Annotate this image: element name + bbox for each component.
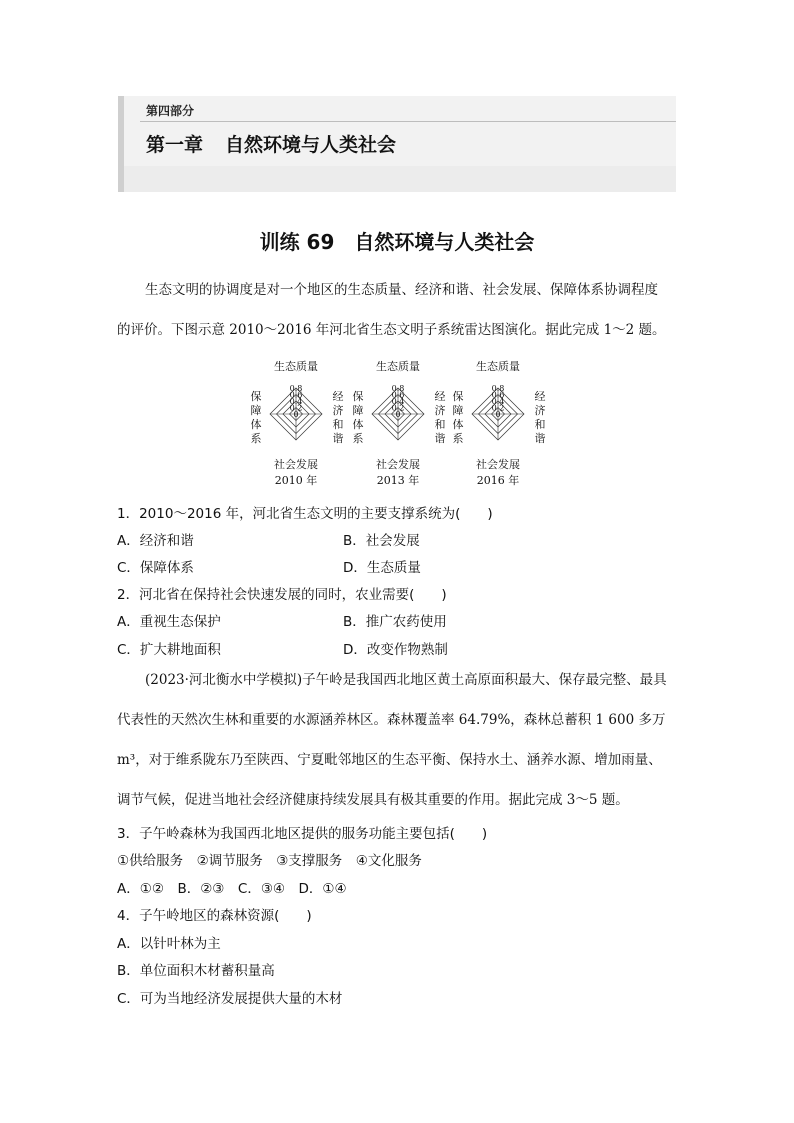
radar-1-tick-label: 0.4 [391, 397, 405, 406]
radar-0-left-label-char: 系 [250, 432, 262, 445]
radar-2-right-label-char: 经 [534, 390, 546, 403]
radar-1-right-label-char: 和 [434, 418, 446, 431]
radar-2-axis-label-bottom: 社会发展 [476, 458, 520, 471]
radar-0-right-label-char: 和 [332, 418, 344, 431]
intro2-line3: m³，对于维系陇东乃至陕西、宁夏毗邻地区的生态平衡、保持水土、涵养水源、增加雨量、 [117, 752, 662, 768]
q2-option-d[interactable]: D．改变作物熟制 [343, 642, 448, 658]
radar-0-tick-label: 0.8 [289, 384, 303, 393]
q3-items: ①供给服务 ②调节服务 ③支撑服务 ④文化服务 [117, 853, 422, 869]
intro1-line2: 的评价。下图示意 2010～2016 年河北省生态文明子系统雷达图演化。据此完成 1～2 题。 [117, 322, 666, 338]
radar-1-tick-label: 0.8 [391, 384, 405, 393]
q4-option-c[interactable]: C．可为当地经济发展提供大量的木材 [117, 991, 343, 1007]
intro2-line2: 代表性的天然次生林和重要的水源涵养林区。森林覆盖率 64.79%，森林总蓄积 1 600 多万 [117, 712, 666, 728]
q2-option-a[interactable]: A．重视生态保护 [117, 614, 221, 630]
q2-option-c[interactable]: C．扩大耕地面积 [117, 642, 221, 658]
intro2-line4: 调节气候，促进当地社会经济健康持续发展具有极其重要的作用。据此完成 3～5 题。 [117, 792, 629, 808]
radar-1-axis-label-bottom: 社会发展 [376, 458, 420, 471]
radar-2-left-label-char: 障 [452, 404, 464, 417]
radar-1-year-label: 2013 年 [376, 474, 420, 487]
radar-0-tick-label: 0.2 [289, 403, 303, 413]
radar-0-left-label-char: 体 [250, 418, 262, 431]
intro2-line1: (2023·河北衡水中学模拟)子午岭是我国西北地区黄土高原面积最大、保存最完整、最具 [145, 672, 667, 688]
q3-options[interactable]: A．①② B．②③ C．③④ D．①④ [117, 881, 347, 897]
radar-2-year-label: 2016 年 [476, 474, 520, 487]
radar-1-left-label-char: 障 [352, 404, 364, 417]
chapter-heading [146, 130, 418, 157]
radar-2-right-label-char: 济 [534, 404, 546, 417]
question-4-stem: 4．子午岭地区的森林资源( ) [117, 908, 312, 924]
radar-1-axis-label-top: 生态质量 [376, 360, 420, 373]
radar-1-left-label-char: 保 [352, 390, 364, 403]
intro-paragraph-1 [117, 270, 679, 350]
radar-2-tick-label: 0 [495, 410, 501, 419]
radar-2-left-label-char: 系 [452, 432, 464, 445]
radar-0-axis-label-top: 生态质量 [274, 360, 318, 373]
radar-2-left-label-char: 体 [452, 418, 464, 431]
radar-svg [240, 356, 560, 491]
radar-0-left-label-char: 保 [250, 390, 262, 403]
radar-0-left-label-char: 障 [250, 404, 262, 417]
radar-2-right-label-char: 和 [534, 418, 546, 431]
radar-0-tick-label: 0.4 [289, 397, 303, 406]
radar-2-tick-label: 0.8 [491, 384, 505, 393]
question-1-stem: 1．2010～2016 年，河北省生态文明的主要支撑系统为( ) [117, 506, 493, 522]
radar-2-right-label-char: 谐 [534, 432, 546, 445]
radar-0-year-label: 2010 年 [274, 474, 318, 487]
radar-2-tick-label: 0.4 [491, 397, 505, 406]
intro-paragraph-2 [117, 660, 679, 820]
banner-divider [140, 121, 676, 122]
radar-1-left-label-char: 系 [352, 432, 364, 445]
radar-1-tick-label: 0 [395, 410, 401, 419]
radar-0-axis-label-bottom: 社会发展 [274, 458, 318, 471]
radar-1-right-label-char: 经 [434, 390, 446, 403]
radar-0-tick-label: 0.6 [289, 390, 303, 400]
radar-2-axis-label-top: 生态质量 [476, 360, 520, 373]
chapter-banner [118, 96, 676, 192]
chapter-title: 自然环境与人类社会 [225, 134, 397, 156]
page-title: 训练 69 自然环境与人类社会 [259, 230, 535, 254]
radar-1-right-label-char: 谐 [434, 432, 446, 445]
radar-1-tick-label: 0.2 [391, 403, 405, 413]
q1-option-b[interactable]: B．社会发展 [343, 533, 420, 549]
radar-0-right-label-char: 济 [332, 404, 344, 417]
radar-2-tick-label: 0.6 [491, 390, 505, 400]
q4-option-b[interactable]: B．单位面积木材蓄积量高 [117, 963, 275, 979]
q1-option-a[interactable]: A．经济和谐 [117, 533, 194, 549]
radar-1-tick-label: 0.6 [391, 390, 405, 400]
q4-option-a[interactable]: A．以针叶林为主 [117, 936, 221, 952]
radar-0-tick-label: 0 [293, 410, 299, 419]
radar-0-right-label-char: 谐 [332, 432, 344, 445]
radar-0-right-label-char: 经 [332, 390, 344, 403]
radar-1-right-label-char: 济 [434, 404, 446, 417]
part-label: 第四部分 [146, 104, 195, 118]
question-2-stem: 2．河北省在保持社会快速发展的同时，农业需要( ) [117, 587, 447, 603]
chapter-number: 第一章 [146, 134, 204, 156]
q1-option-d[interactable]: D．生态质量 [343, 560, 421, 576]
banner-strip [124, 166, 676, 192]
q1-option-c[interactable]: C．保障体系 [117, 560, 194, 576]
radar-2-tick-label: 0.2 [491, 403, 505, 413]
radar-1-left-label-char: 体 [352, 418, 364, 431]
radar-2-left-label-char: 保 [452, 390, 464, 403]
intro1-line1: 生态文明的协调度是对一个地区的生态质量、经济和谐、社会发展、保障体系协调程度 [145, 282, 658, 298]
question-3-stem: 3．子午岭森林为我国西北地区提供的服务功能主要包括( ) [117, 826, 488, 842]
radar-chart-figure [240, 356, 560, 491]
q2-option-b[interactable]: B．推广农药使用 [343, 614, 447, 630]
